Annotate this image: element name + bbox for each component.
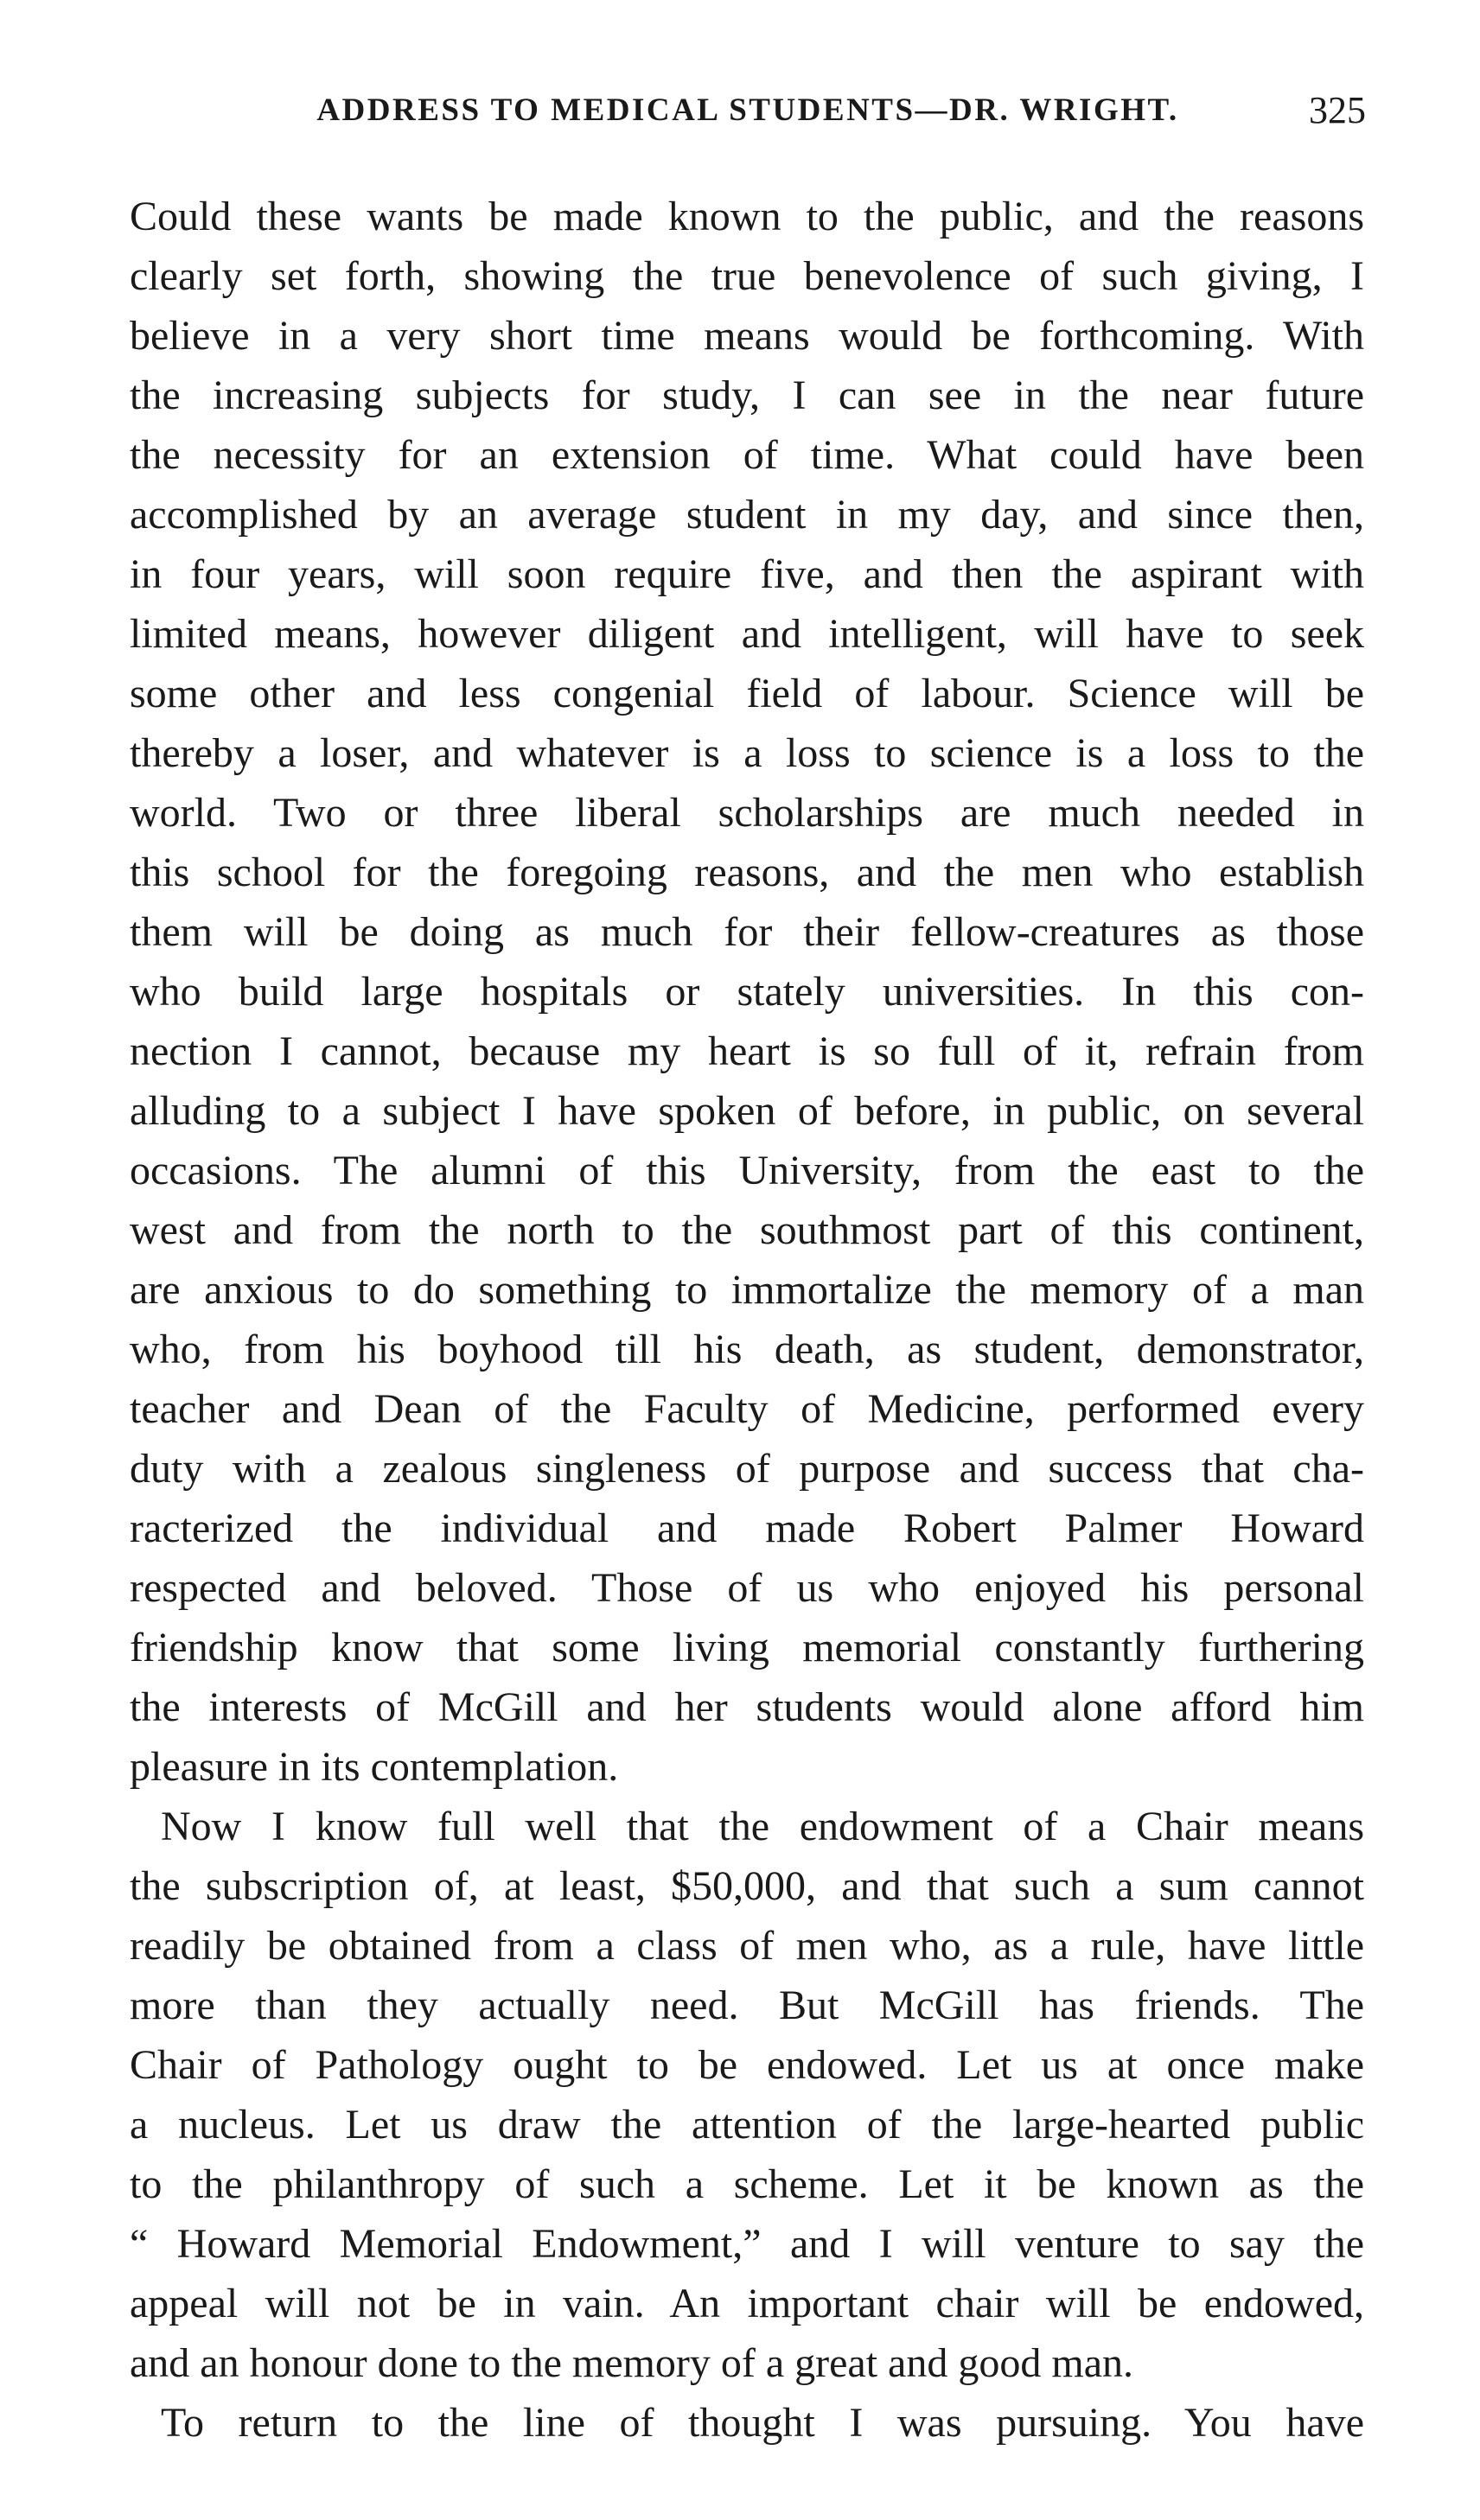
text-line: to the philanthropy of such a scheme. Let it be known as the bbox=[130, 2161, 1364, 2207]
running-head bbox=[130, 89, 1366, 143]
text-line: pleasure in its contemplation. bbox=[130, 1744, 619, 1790]
text-line: world. Two or three liberal scholarships are much needed in bbox=[130, 790, 1364, 836]
text-line: friendship know that some living memorial constantly furthering bbox=[130, 1625, 1364, 1670]
running-title: ADDRESS TO MEDICAL STUDENTS—DR. WRIGHT. bbox=[316, 92, 1179, 128]
paragraph bbox=[130, 2393, 1364, 2453]
text-line: in four years, will soon require five, and then the aspirant with bbox=[130, 551, 1364, 597]
text-line: accomplished by an average student in my day, and since then, bbox=[130, 492, 1364, 538]
text-line: Now I know full well that the endowment of a Chair means bbox=[161, 1804, 1364, 1849]
text-line: thereby a loser, and whatever is a loss to science is a loss to the bbox=[130, 730, 1364, 776]
text-line: occasions. The alumni of this University, from the east to the bbox=[130, 1148, 1364, 1193]
text-line: Could these wants be made known to the public, and the reasons bbox=[130, 194, 1364, 239]
text-line: respected and beloved. Those of us who enjoyed his personal bbox=[130, 1565, 1364, 1611]
text-line: are anxious to do something to immortalize the memory of a man bbox=[130, 1267, 1364, 1313]
text-line: Chair of Pathology ought to be endowed. Let us at once make bbox=[130, 2042, 1364, 2088]
text-line: teacher and Dean of the Faculty of Medicine, performed every bbox=[130, 1386, 1364, 1432]
text-line: some other and less congenial field of labour. Science will be bbox=[130, 671, 1364, 716]
text-line: the subscription of, at least, $50,000, and that such a sum cannot bbox=[130, 1863, 1364, 1909]
text-line: and an honour done to the memory of a great and good man. bbox=[130, 2340, 1133, 2386]
text-line: appeal will not be in vain. An important chair will be endowed, bbox=[130, 2281, 1364, 2326]
text-line: a nucleus. Let us draw the attention of the large-hearted public bbox=[130, 2102, 1364, 2148]
text-line: duty with a zealous singleness of purpose and success that cha- bbox=[130, 1446, 1364, 1492]
text-line: limited means, however diligent and intelligent, will have to seek bbox=[130, 611, 1364, 657]
text-line: “ Howard Memorial Endowment,” and I will venture to say the bbox=[130, 2221, 1364, 2267]
text-line: more than they actually need. But McGill has friends. The bbox=[130, 1982, 1364, 2028]
text-line: this school for the foregoing reasons, and the men who establish bbox=[130, 850, 1364, 895]
text-line: who, from his boyhood till his death, as student, demonstrator, bbox=[130, 1327, 1364, 1372]
page-number: 325 bbox=[1309, 89, 1366, 131]
text-line: clearly set forth, showing the true benevolence of such giving, I bbox=[130, 253, 1364, 299]
text-line: believe in a very short time means would be forthcoming. With bbox=[130, 313, 1364, 359]
paragraph bbox=[130, 1797, 1364, 2393]
paragraph bbox=[130, 187, 1364, 1797]
text-line: them will be doing as much for their fellow-creatures as those bbox=[130, 909, 1364, 955]
text-line: nection I cannot, because my heart is so full of it, refrain from bbox=[130, 1028, 1364, 1074]
text-line: the necessity for an extension of time. What could have been bbox=[130, 432, 1364, 478]
text-line: racterized the individual and made Robert Palmer Howard bbox=[130, 1505, 1364, 1551]
text-line: alluding to a subject I have spoken of before, in public, on several bbox=[130, 1088, 1364, 1134]
text-line: who build large hospitals or stately universities. In this con- bbox=[130, 969, 1364, 1015]
text-line: the interests of McGill and her students would alone afford him bbox=[130, 1684, 1364, 1730]
text-line: readily be obtained from a class of men who, as a rule, have little bbox=[130, 1923, 1364, 1969]
text-line: To return to the line of thought I was pursuing. You have bbox=[161, 2400, 1364, 2446]
body-text bbox=[130, 187, 1364, 2453]
text-line: the increasing subjects for study, I can see in the near future bbox=[130, 372, 1364, 418]
text-line: west and from the north to the southmost part of this continent, bbox=[130, 1207, 1364, 1253]
